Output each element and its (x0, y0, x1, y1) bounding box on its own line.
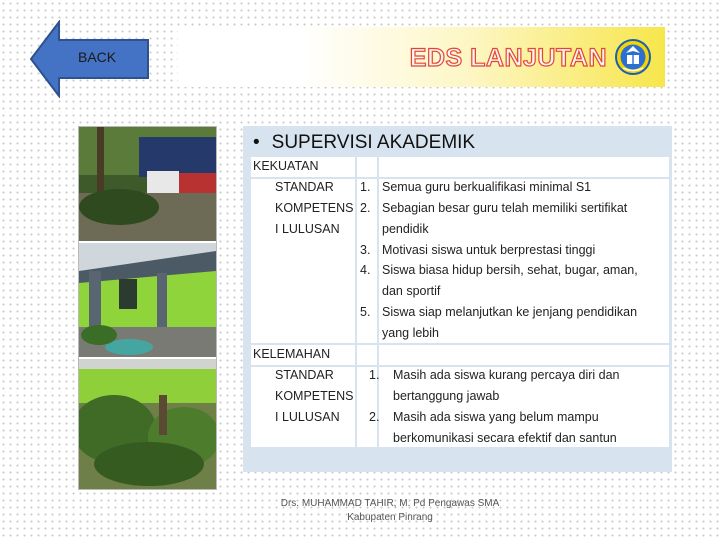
assessment-table (251, 157, 669, 463)
tut-wuri-handayani-emblem-icon (615, 38, 651, 76)
kelemahan-item-text: Masih ada siswa kurang percaya diri dan (393, 368, 620, 382)
kekuatan-item-text: Semua guru berkualifikasi minimal S1 (382, 180, 592, 194)
kelemahan-category-line: I LULUSAN (275, 410, 340, 424)
kekuatan-item-text: dan sportif (382, 284, 441, 298)
kelemahan-item-text: Masih ada siswa yang belum mampu (393, 410, 599, 424)
footer-region: Kabupaten Pinrang (347, 512, 433, 523)
kekuatan-item-number: 3. (360, 243, 371, 257)
kelemahan-item-text: bertanggung jawab (393, 389, 500, 403)
kekuatan-header: KEKUATAN (253, 159, 319, 173)
kekuatan-category-line: I LULUSAN (275, 222, 340, 236)
kekuatan-item-text: Siswa biasa hidup bersih, sehat, bugar, aman, (382, 263, 638, 277)
schoolyard-photo (79, 127, 216, 241)
kekuatan-item-text: Sebagian besar guru telah memiliki sertifikat (382, 201, 628, 215)
back-label: BACK (78, 49, 117, 65)
garden-photo (79, 359, 216, 489)
kekuatan-item-number: 4. (360, 263, 371, 277)
footer-credit (268, 497, 512, 525)
page-title: EDS LANJUTAN (409, 44, 607, 72)
photo-strip (78, 126, 217, 490)
kelemahan-category-line: KOMPETENS (275, 389, 354, 403)
kelemahan-item-number: 2. (369, 410, 380, 424)
kekuatan-item-text: pendidik (382, 222, 429, 236)
kekuatan-item-number: 2. (360, 201, 371, 215)
kelemahan-item-number: 1. (369, 368, 380, 382)
kekuatan-item-number: 5. (360, 305, 371, 319)
section-title: SUPERVISI AKADEMIK (271, 132, 476, 153)
footer-author: Drs. MUHAMMAD TAHIR, M. Pd Pengawas SMA (280, 498, 500, 509)
kekuatan-item-text: yang lebih (382, 326, 439, 340)
content-panel (243, 126, 672, 472)
kekuatan-category-line: KOMPETENS (275, 201, 354, 215)
back-button[interactable] (30, 20, 150, 98)
title-banner (178, 27, 665, 87)
heading-bullet: • (253, 132, 260, 153)
kelemahan-item-text: berkomunikasi secara efektif dan santun (393, 431, 617, 445)
kekuatan-item-number: 1. (360, 180, 371, 194)
kelemahan-header: KELEMAHAN (253, 347, 331, 361)
kekuatan-category-line: STANDAR (275, 180, 334, 194)
kekuatan-item-text: Motivasi siswa untuk berprestasi tinggi (382, 243, 596, 257)
section-heading (253, 132, 475, 154)
kekuatan-item-text: Siswa siap melanjutkan ke jenjang pendidikan (382, 305, 638, 319)
corridor-photo (79, 243, 216, 357)
kelemahan-category-line: STANDAR (275, 368, 334, 382)
